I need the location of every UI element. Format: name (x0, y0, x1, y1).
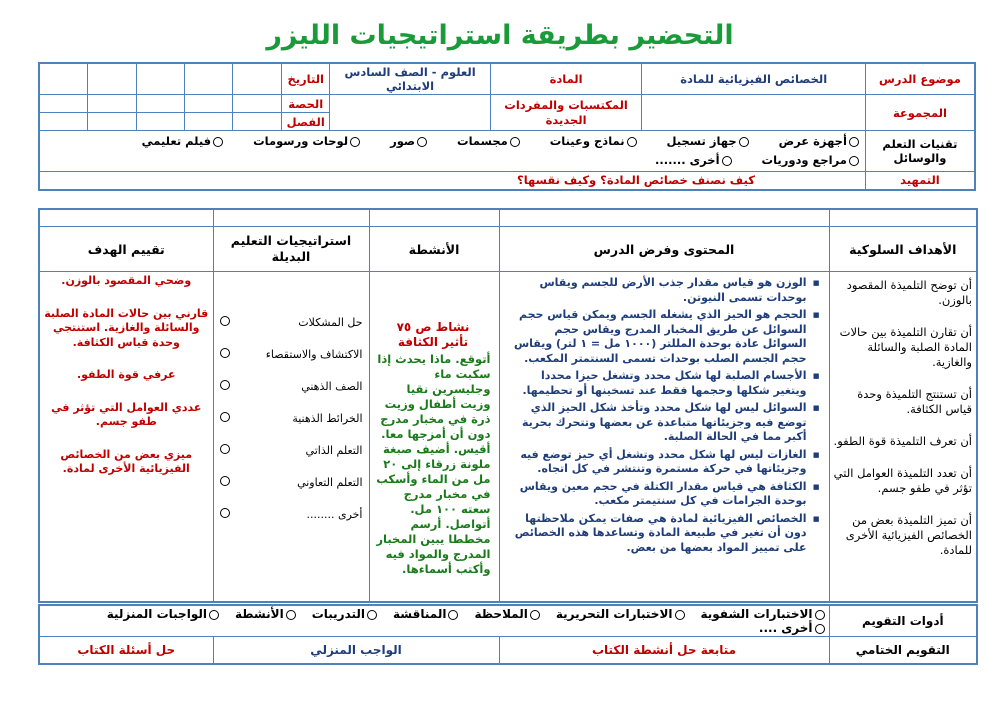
date-cell[interactable] (233, 63, 281, 95)
radio-circle-icon[interactable] (350, 137, 360, 147)
topic-value: الخصائص الفيزيائية للمادة (642, 63, 865, 95)
activity-subtitle: تأثير الكثافة (397, 335, 469, 349)
content-item: ■ الأجسام الصلبة لها شكل محدد وتشغل حيزا محددا ويتغير شكلها وحجمها فقط عند تسخينها أو تحطيمها. (510, 369, 807, 398)
assessment-tool-option-label: الأنشطة (234, 607, 284, 621)
radio-circle-icon[interactable] (220, 444, 230, 454)
activities-header: الأنشطة (369, 227, 499, 272)
learning-tool-option-label: مراجع ودوريات (761, 153, 847, 167)
assessment-tool-option-label: المناقشة (393, 607, 447, 621)
content-item: ■ الوزن هو قياس مقدار جذب الأرض للجسم ويقاس بوحدات تسمى النيوتن. (510, 276, 807, 305)
assessment-tool-option[interactable] (701, 607, 825, 621)
radio-circle-icon[interactable] (675, 610, 685, 620)
goal-item: أن تستنتج التلميذة وحدة قياس الكثافة. (857, 387, 972, 416)
vocab-value[interactable] (330, 95, 490, 131)
activities-column (369, 272, 499, 602)
radio-circle-icon[interactable] (627, 137, 637, 147)
radio-circle-icon[interactable] (849, 156, 859, 166)
assessment-tool-option[interactable] (393, 607, 458, 621)
radio-circle-icon[interactable] (722, 156, 732, 166)
period-cell[interactable] (88, 95, 136, 113)
period-cell[interactable] (136, 95, 184, 113)
strip-cell (213, 209, 369, 227)
learning-tool-option-label: صور (390, 134, 416, 148)
assessment-tool-option[interactable] (759, 621, 825, 635)
assessment-tool-option-label: الاختبارات التحريرية (555, 607, 673, 621)
strip-cell (369, 209, 499, 227)
lesson-plan-table (38, 208, 978, 603)
period-label: الحصة (281, 95, 329, 113)
tools-options-row1 (44, 132, 859, 151)
assessment-tool-option[interactable] (107, 607, 219, 621)
homework-label: الواجب المنزلي (213, 637, 499, 665)
content-header: المحتوى وفرض الدرس (499, 227, 829, 272)
tools-options-row2 (44, 151, 859, 170)
strategy-label: حل المشكلات (298, 316, 363, 329)
class-cell[interactable] (185, 113, 233, 131)
page-title: التحضير بطريقة استراتيجيات الليزر (266, 20, 734, 51)
goal-item: أن تعرف التلميذة قوة الطفو. (833, 434, 972, 448)
evaluation-item: ميزي بعض من الخصائص الفيزيائية الأخرى لمادة. (60, 447, 193, 475)
date-label: التاريخ (281, 63, 329, 95)
radio-circle-icon[interactable] (213, 137, 223, 147)
period-cell[interactable] (39, 95, 88, 113)
activity-body: أتوقع. ماذا يحدث إذا سكبت ماء وجليسرين نقيا وزيت أطفال وزيت ذرة في مخبار مدرج دون أن أمزجها معا. أقيس. أضيف صبغة ملونة زرقاء إلى ٢٠ مل من الماء وأسكب في مخبار مدرج سعته ١٠٠ مل. أتواصل. أرسم مخططا يبين المخبار المدرج والمواد فيه وأكتب أسماءها. (376, 352, 491, 576)
learning-tool-option[interactable] (762, 151, 859, 170)
strategies-header: استراتيجيات التعليم البديلة (213, 227, 369, 272)
content-item: ■ السوائل ليس لها شكل محدد وتأخذ شكل الحيز الذي توضع فيه وجزيئاتها متباعدة عن بعضها وتتحرك بحرية أكبر مما في الحالة الصلبة. (510, 401, 807, 445)
radio-circle-icon[interactable] (286, 610, 296, 620)
radio-circle-icon[interactable] (367, 610, 377, 620)
assessment-tool-option[interactable] (556, 607, 685, 621)
content-item: ■ الكثافة هي قياس مقدار الكتلة في حجم معين ويقاس بوحدة الجرامات في كل سنتيمتر مكعب. (510, 480, 807, 509)
class-cell[interactable] (233, 113, 281, 131)
strip-cell (499, 209, 829, 227)
assessment-table (38, 604, 978, 665)
learning-tool-option-label: نماذج وعينات (549, 134, 625, 148)
radio-circle-icon[interactable] (510, 137, 520, 147)
assessment-tool-option[interactable] (312, 607, 377, 621)
radio-circle-icon[interactable] (417, 137, 427, 147)
radio-circle-icon[interactable] (220, 316, 230, 326)
strategy-label: الخرائط الذهنية (292, 412, 363, 425)
assessment-tool-option-label: الملاحظة (474, 607, 528, 621)
content-item: ■ الخصائص الفيزيائية لمادة هي صفات يمكن ملاحظتها دون أن تغير في طبيعة المادة وتساعدها هذه الخصائص على تمييز المواد بعضها من بعض. (510, 512, 807, 556)
final-label: التقويم الختامي (829, 637, 977, 665)
strategy-item[interactable] (220, 412, 363, 425)
learning-tool-option[interactable] (253, 132, 360, 151)
strategy-item[interactable] (220, 348, 363, 361)
evaluation-column (39, 272, 213, 602)
radio-circle-icon[interactable] (220, 412, 230, 422)
class-cell[interactable] (88, 113, 136, 131)
assessment-tool-option-label: الواجبات المنزلية (106, 607, 207, 621)
learning-tool-option[interactable] (142, 132, 223, 151)
date-cell[interactable] (39, 63, 88, 95)
learning-tool-option-label: مجسمات (457, 134, 508, 148)
strategy-label: التعلم التعاوني (297, 476, 363, 489)
learning-tool-option[interactable] (550, 132, 637, 151)
strategy-item[interactable] (220, 316, 363, 329)
assessment-label: أدوات التقويم (829, 605, 977, 637)
content-column (499, 272, 829, 602)
goals-header: الأهداف السلوكية (829, 227, 977, 272)
strategy-item[interactable] (220, 380, 363, 393)
learning-tool-option-label: أخرى ....... (655, 153, 720, 167)
strategy-item[interactable] (220, 444, 363, 457)
strip-cell (39, 209, 213, 227)
assessment-tool-option-label: التدريبات (311, 607, 366, 621)
goal-item: أن توضح التلميذة المقصود بالوزن. (846, 278, 972, 307)
intro-value: كيف نصنف خصائص المادة؟ وكيف نقسها؟ (39, 172, 865, 190)
content-item: ■ الغازات ليس لها شكل محدد وتشغل أي حيز توضع فيه وجزيئاتها في حركة مستمرة وتنتشر في كل اتجاه. (510, 448, 807, 477)
radio-circle-icon[interactable] (448, 610, 458, 620)
class-cell[interactable] (39, 113, 88, 131)
assessment-tool-option-label: أخرى .... (758, 621, 813, 635)
radio-circle-icon[interactable] (815, 610, 825, 620)
subject-label: المادة (490, 63, 642, 95)
class-cell[interactable] (136, 113, 184, 131)
final-value: متابعة حل أنشطة الكتاب (499, 637, 829, 665)
date-cell[interactable] (88, 63, 136, 95)
strategy-label: الصف الذهني (301, 380, 363, 393)
evaluation-item: وضحي المقصود بالوزن. (61, 274, 192, 287)
evaluation-item: قارني بين حالات المادة الصلبة والسائلة والغازية. استنتجي وحدة قياس الكثافة. (44, 306, 209, 349)
date-cell[interactable] (185, 63, 233, 95)
learning-tool-option[interactable] (779, 132, 859, 151)
strategy-item[interactable] (220, 508, 363, 521)
subject-value: العلوم - الصف السادس الابتدائي (330, 63, 490, 95)
strategy-label: الاكتشاف والاستقصاء (265, 348, 363, 361)
strategy-label: أخرى ........ (306, 508, 363, 521)
lesson-info-table (38, 62, 976, 191)
strategy-label: التعلم الذاتي (305, 444, 363, 457)
learning-tools (39, 131, 865, 172)
learning-tool-option-label: لوحات ورسومات (253, 134, 349, 148)
learning-tool-option[interactable] (390, 132, 427, 151)
evaluation-header: تقييم الهدف (39, 227, 213, 272)
goals-column (829, 272, 977, 602)
assessment-tool-option[interactable] (474, 607, 539, 621)
tools-label: تقنيات التعلم والوسائل (865, 131, 975, 172)
radio-circle-icon[interactable] (530, 610, 540, 620)
learning-tool-option[interactable] (655, 151, 732, 170)
evaluation-item: عددي العوامل التي تؤثر في طفو جسم. (51, 400, 202, 428)
learning-tool-option-label: جهاز تسجيل (666, 134, 737, 148)
radio-circle-icon[interactable] (220, 508, 230, 518)
content-item: ■ الحجم هو الحيز الذي يشغله الجسم ويمكن قياس حجم السوائل عن طريق المخبار المدرج ويقاس حجم السوائل عادة بوحدة المللتر (١٠٠٠ مل = ١ لتر) ويقاس حجم الجسم الصلب بوحدات تسمى السنتمتر المكعب. (510, 308, 807, 366)
goal-item: أن تميز التلميذة بعض من الخصائص الفيزيائية الأخرى للمادة. (845, 513, 972, 557)
evaluation-item: عرفي قوة الطفو. (76, 368, 176, 381)
radio-circle-icon[interactable] (220, 476, 230, 486)
radio-circle-icon[interactable] (220, 348, 230, 358)
group-value[interactable] (642, 95, 865, 131)
radio-circle-icon[interactable] (209, 610, 219, 620)
learning-tool-option-label: فيلم تعليمي (141, 134, 212, 148)
strip-cell (829, 209, 977, 227)
radio-circle-icon[interactable] (220, 380, 230, 390)
radio-circle-icon[interactable] (815, 624, 825, 634)
learning-tool-option[interactable] (457, 132, 520, 151)
period-cell[interactable] (233, 95, 281, 113)
assessment-tool-option[interactable] (235, 607, 296, 621)
goal-item: أن تقارن التلميذة بين حالات المادة الصلبة والسائلة والغازية. (839, 325, 972, 369)
goal-item: أن تعدد التلميذة العوامل التي تؤثر في طفو جسم. (833, 466, 972, 495)
assessment-tool-option-label: الاختبارات الشفوية (700, 607, 813, 621)
strategies-column (213, 272, 369, 602)
intro-label: التمهيد (865, 172, 975, 190)
date-cell[interactable] (136, 63, 184, 95)
radio-circle-icon[interactable] (739, 137, 749, 147)
group-label: المجموعة (865, 95, 975, 131)
period-cell[interactable] (185, 95, 233, 113)
homework-value: حل أسئلة الكتاب (39, 637, 213, 665)
topic-label: موضوع الدرس (865, 63, 975, 95)
strategy-item[interactable] (220, 476, 363, 489)
radio-circle-icon[interactable] (849, 137, 859, 147)
learning-tool-option-label: أجهزة عرض (778, 134, 847, 148)
vocab-label: المكتسبات والمفردات الجديدة (490, 95, 642, 131)
assessment-tools (39, 605, 829, 637)
learning-tool-option[interactable] (667, 132, 749, 151)
class-label: الفصل (281, 113, 329, 131)
activity-title: نشاط ص ٧٥ (396, 320, 470, 334)
